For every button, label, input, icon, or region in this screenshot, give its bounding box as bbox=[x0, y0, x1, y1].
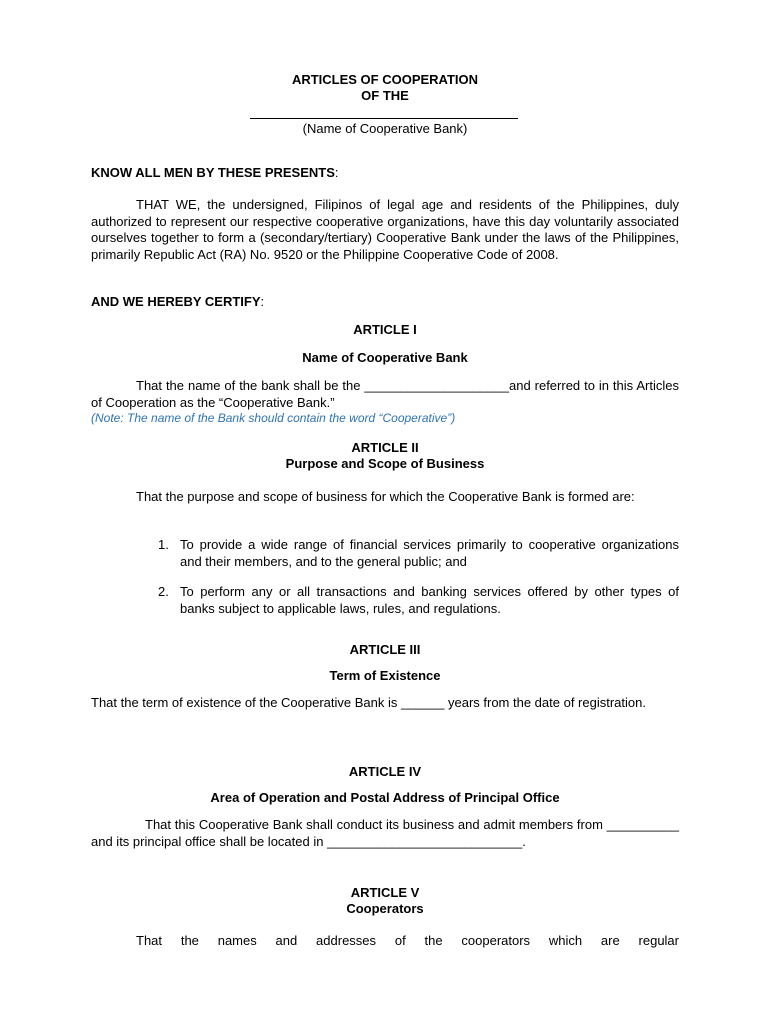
article-5-number: ARTICLE V bbox=[350, 885, 420, 900]
bank-name-caption: (Name of Cooperative Bank) bbox=[302, 121, 468, 136]
article-1-title: Name of Cooperative Bank bbox=[302, 350, 468, 365]
preamble-heading-text: KNOW ALL MEN BY THESE PRESENTS bbox=[91, 165, 335, 180]
certify-heading bbox=[91, 294, 264, 311]
bank-name-blank-line bbox=[250, 118, 518, 119]
article-1-text: That the name of the bank shall be the ____________________and referred to in this Articles of Cooperation as the “Cooperative Bank.” bbox=[91, 378, 679, 410]
article-3-text: That the term of existence of the Cooperative Bank is ______ years from the date of registration. bbox=[91, 695, 646, 710]
article-3-title: Term of Existence bbox=[329, 668, 441, 683]
article-2-intro: That the purpose and scope of business for which the Cooperative Bank is formed are: bbox=[136, 489, 635, 504]
article-1-note: (Note: The name of the Bank should contain the word “Cooperative”) bbox=[91, 411, 456, 425]
certify-heading-text: AND WE HEREBY CERTIFY bbox=[91, 294, 261, 309]
purpose-list-item bbox=[158, 584, 679, 617]
purpose-item-number: 2. bbox=[158, 584, 169, 599]
article-4-number: ARTICLE IV bbox=[348, 764, 422, 779]
purpose-item-text: To perform any or all transactions and banking services offered by other types of banks subject to applicable laws, rules, and regulations. bbox=[180, 584, 679, 616]
document-subtitle: OF THE bbox=[361, 88, 409, 103]
article-4-title: Area of Operation and Postal Address of Principal Office bbox=[210, 790, 560, 805]
purpose-item-text: To provide a wide range of financial services primarily to cooperative organizations and their members, and to the general public; and bbox=[180, 537, 679, 569]
article-2-title: Purpose and Scope of Business bbox=[285, 456, 485, 471]
article-2-number: ARTICLE II bbox=[351, 440, 419, 455]
document-title: ARTICLES OF COOPERATION bbox=[291, 72, 479, 87]
article-3-number: ARTICLE III bbox=[349, 642, 421, 657]
preamble-paragraph: THAT WE, the undersigned, Filipinos of legal age and residents of the Philippines, duly authorized to represent our respective cooperative organizations, have this day voluntarily associated ourselves together to form a (secondary/tertiary) Cooperative Bank under the laws of the Philippines, primarily Republic Act (RA) No. 9520 or the Philippine Cooperative Code of 2008. bbox=[91, 197, 679, 262]
purpose-list-item bbox=[158, 537, 679, 570]
purpose-item-number: 1. bbox=[158, 537, 169, 552]
article-5-text: That the names and addresses of the cooperators which are regular bbox=[136, 933, 679, 948]
article-1-number: ARTICLE I bbox=[353, 322, 417, 337]
article-5-title: Cooperators bbox=[346, 901, 424, 916]
preamble-heading bbox=[91, 165, 339, 182]
preamble-heading-colon: : bbox=[334, 165, 339, 180]
article-4-text: That this Cooperative Bank shall conduct its business and admit members from __________ and its principal office shall be located in ___________________________. bbox=[91, 817, 679, 849]
certify-heading-colon: : bbox=[260, 294, 265, 309]
